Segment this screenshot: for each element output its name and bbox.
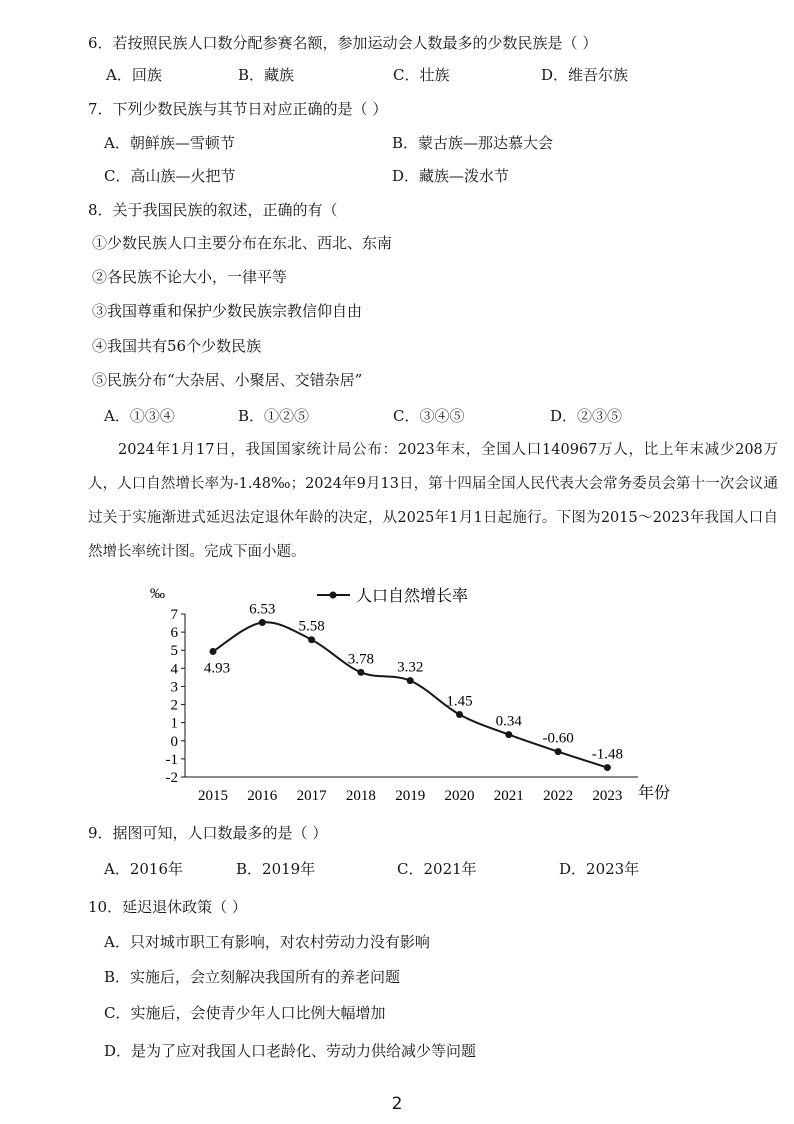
data-point-2018 xyxy=(357,669,364,676)
q8-stem: 8．关于我国民族的叙述，正确的有（ xyxy=(88,201,338,219)
x-tick-label: 2015 xyxy=(198,788,228,804)
q9-option-a: A．2016年 xyxy=(104,860,184,878)
data-point-2015 xyxy=(210,648,217,655)
x-tick-label: 2019 xyxy=(395,788,426,804)
q7-stem: 7．下列少数民族与其节日对应正确的是（ ） xyxy=(88,100,388,118)
data-label-2015: 4.93 xyxy=(203,660,231,677)
q6-stem: 6．若按照民族人口数分配参赛名额，参加运动会人数最多的少数民族是（ ） xyxy=(88,34,598,52)
x-tick-label: 2021 xyxy=(493,788,524,804)
q10-option-a: A．只对城市职工有影响，对农村劳动力没有影响 xyxy=(104,933,430,951)
y-tick-label: 5 xyxy=(170,643,178,660)
q6-option-c: C．壮族 xyxy=(393,66,450,84)
q9-stem: 9．据图可知，人口数最多的是（ ） xyxy=(88,824,328,842)
q7-option-a: A．朝鲜族—雪顿节 xyxy=(104,134,235,152)
material-paragraph xyxy=(88,433,778,569)
q10-option-d: D．是为了应对我国人口老龄化、劳动力供给减少等问题 xyxy=(104,1042,477,1060)
x-axis-title: 年份 xyxy=(638,783,671,802)
legend-label: 人口自然增长率 xyxy=(356,586,469,605)
data-point-2017 xyxy=(308,636,315,643)
q6-option-a: A．回族 xyxy=(106,66,162,84)
q7-option-c: C．高山族—火把节 xyxy=(104,167,236,185)
data-point-2020 xyxy=(456,711,463,718)
x-tick-label: 2023 xyxy=(592,788,623,804)
y-tick-label: -2 xyxy=(165,770,178,786)
y-tick-label: 3 xyxy=(170,679,178,696)
q7-option-d: D．藏族—泼水节 xyxy=(392,167,510,185)
data-point-2022 xyxy=(555,748,562,755)
y-tick-label: -1 xyxy=(165,751,178,768)
y-tick-label: 1 xyxy=(170,715,178,732)
q10-stem: 10．延迟退休政策（ ） xyxy=(88,898,247,916)
q7-option-b: B．蒙古族—那达慕大会 xyxy=(392,134,554,152)
data-label-2022: -0.60 xyxy=(542,730,574,747)
q8-statement-3: ③我国尊重和保护少数民族宗教信仰自由 xyxy=(92,302,363,320)
data-label-2016: 6.53 xyxy=(249,601,276,618)
y-axis-unit: ‰ xyxy=(150,586,165,602)
y-tick-label: 7 xyxy=(170,607,178,623)
y-tick-label: 0 xyxy=(170,733,178,750)
q8-statement-4: ④我国共有56个少数民族 xyxy=(92,337,262,355)
q8-statement-2: ②各民族不论大小，一律平等 xyxy=(92,268,288,286)
y-tick-label: 6 xyxy=(170,625,178,642)
q6-option-d: D．维吾尔族 xyxy=(541,66,629,84)
legend-marker-dot xyxy=(330,592,337,599)
x-tick-label: 2016 xyxy=(247,788,278,804)
data-label-2018: 3.78 xyxy=(347,651,375,668)
data-point-2023 xyxy=(604,764,611,771)
data-point-2019 xyxy=(407,677,414,684)
x-tick-label: 2022 xyxy=(543,788,574,804)
q10-option-c: C．实施后，会使青少年人口比例大幅增加 xyxy=(104,1004,386,1022)
q8-option-d: D．②③⑤ xyxy=(550,407,623,425)
x-tick-label: 2018 xyxy=(345,788,376,804)
data-point-2016 xyxy=(259,619,266,626)
q10-option-b: B．实施后，会立刻解决我国所有的养老问题 xyxy=(104,968,401,986)
q8-statement-5: ⑤民族分布“大杂居、小聚居、交错杂居” xyxy=(92,371,363,389)
data-label-2021: 0.34 xyxy=(495,713,522,730)
q9-option-c: C．2021年 xyxy=(397,860,477,878)
growth-rate-chart xyxy=(150,580,690,808)
q6-option-b: B．藏族 xyxy=(238,66,295,84)
y-tick-label: 2 xyxy=(170,697,178,714)
data-label-2017: 5.58 xyxy=(298,618,325,635)
x-tick-label: 2020 xyxy=(444,788,475,804)
page-number: 2 xyxy=(391,1094,403,1114)
q8-option-b: B．①②⑤ xyxy=(238,407,310,425)
x-tick-label: 2017 xyxy=(296,788,327,804)
material-text: 2024年1月17日，我国国家统计局公布：2023年末，全国人口140967万人，比上年末减少208万人，人口自然增长率为-1.48‰；2024年9月13日，第十四届全国人民代表大会常务委员会第十一次会议通过关于实施渐进式延迟法定退休年龄的决定，从2025年1月1日起施行。下图为2015～2023年我国人口自然增长率统计图。完成下面小题。 xyxy=(88,442,778,560)
y-tick-label: 4 xyxy=(170,661,178,678)
q9-option-d: D．2023年 xyxy=(559,860,640,878)
data-label-2023: -1.48 xyxy=(591,746,624,763)
q8-option-c: C．③④⑤ xyxy=(393,407,465,425)
data-label-2019: 3.32 xyxy=(397,659,424,676)
q8-statement-1: ①少数民族人口主要分布在东北、西北、东南 xyxy=(92,234,393,252)
data-point-2021 xyxy=(505,731,512,738)
q8-option-a: A．①③④ xyxy=(104,407,175,425)
q9-option-b: B．2019年 xyxy=(236,860,316,878)
data-label-2020: 1.45 xyxy=(446,693,473,710)
